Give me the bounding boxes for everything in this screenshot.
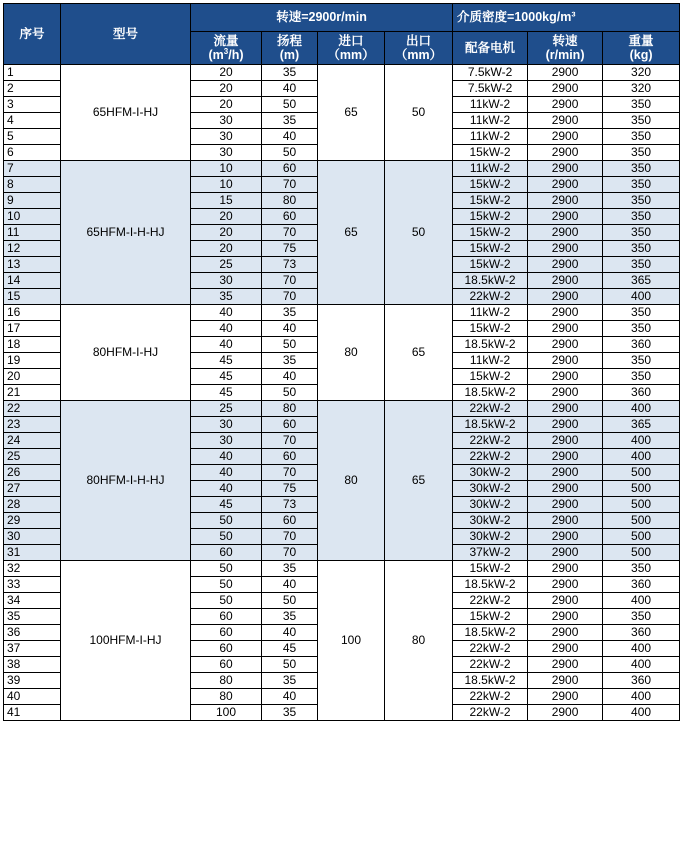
cell-seq: 17	[4, 321, 61, 337]
cell-seq: 8	[4, 177, 61, 193]
cell-seq: 23	[4, 417, 61, 433]
cell-flow: 50	[191, 561, 262, 577]
cell-outlet: 80	[385, 561, 453, 721]
cell-head: 35	[262, 673, 318, 689]
header-speed	[528, 32, 603, 65]
cell-speed: 2900	[528, 353, 603, 369]
cell-outlet: 50	[385, 161, 453, 305]
cell-speed: 2900	[528, 321, 603, 337]
cell-inlet: 80	[318, 305, 385, 401]
cell-flow: 45	[191, 353, 262, 369]
cell-speed: 2900	[528, 273, 603, 289]
cell-seq: 21	[4, 385, 61, 401]
cell-weight: 500	[603, 465, 680, 481]
header-condition-density: 介质密度=1000kg/m³	[453, 4, 680, 32]
cell-flow: 30	[191, 273, 262, 289]
cell-flow: 20	[191, 241, 262, 257]
cell-flow: 20	[191, 65, 262, 81]
cell-flow: 10	[191, 177, 262, 193]
cell-flow: 45	[191, 369, 262, 385]
cell-model: 80HFM-I-H-HJ	[61, 401, 191, 561]
cell-speed: 2900	[528, 705, 603, 721]
cell-seq: 9	[4, 193, 61, 209]
cell-flow: 40	[191, 481, 262, 497]
cell-flow: 20	[191, 225, 262, 241]
table-header	[4, 4, 680, 65]
header-speed-unit: (r/min)	[545, 48, 585, 62]
header-inlet-unit: （mm）	[327, 48, 375, 62]
cell-speed: 2900	[528, 81, 603, 97]
cell-head: 70	[262, 289, 318, 305]
cell-seq: 2	[4, 81, 61, 97]
cell-seq: 1	[4, 65, 61, 81]
cell-motor: 22kW-2	[453, 657, 528, 673]
cell-speed: 2900	[528, 625, 603, 641]
cell-seq: 11	[4, 225, 61, 241]
cell-motor: 22kW-2	[453, 449, 528, 465]
cell-speed: 2900	[528, 513, 603, 529]
cell-head: 35	[262, 609, 318, 625]
cell-weight: 360	[603, 337, 680, 353]
cell-head: 73	[262, 497, 318, 513]
cell-head: 40	[262, 81, 318, 97]
cell-speed: 2900	[528, 433, 603, 449]
cell-speed: 2900	[528, 577, 603, 593]
cell-speed: 2900	[528, 641, 603, 657]
cell-speed: 2900	[528, 193, 603, 209]
cell-weight: 360	[603, 625, 680, 641]
cell-head: 60	[262, 449, 318, 465]
cell-seq: 32	[4, 561, 61, 577]
cell-weight: 500	[603, 481, 680, 497]
cell-motor: 18.5kW-2	[453, 337, 528, 353]
cell-seq: 10	[4, 209, 61, 225]
cell-seq: 38	[4, 657, 61, 673]
cell-flow: 80	[191, 673, 262, 689]
cell-head: 60	[262, 513, 318, 529]
cell-weight: 350	[603, 161, 680, 177]
cell-weight: 500	[603, 529, 680, 545]
header-flow-label: 流量	[213, 34, 239, 48]
cell-inlet: 80	[318, 401, 385, 561]
cell-weight: 365	[603, 417, 680, 433]
cell-seq: 7	[4, 161, 61, 177]
cell-weight: 350	[603, 129, 680, 145]
header-flow-unit: $(m^3/h)$	[208, 46, 244, 62]
cell-seq: 14	[4, 273, 61, 289]
cell-seq: 28	[4, 497, 61, 513]
cell-motor: 15kW-2	[453, 145, 528, 161]
cell-motor: 15kW-2	[453, 609, 528, 625]
cell-flow: 10	[191, 161, 262, 177]
header-seq: 序号	[4, 4, 61, 65]
cell-weight: 350	[603, 209, 680, 225]
cell-motor: 22kW-2	[453, 593, 528, 609]
cell-head: 40	[262, 369, 318, 385]
cell-motor: 15kW-2	[453, 561, 528, 577]
cell-motor: 22kW-2	[453, 289, 528, 305]
cell-seq: 13	[4, 257, 61, 273]
cell-inlet: 100	[318, 561, 385, 721]
cell-seq: 26	[4, 465, 61, 481]
cell-weight: 350	[603, 145, 680, 161]
cell-head: 60	[262, 417, 318, 433]
cell-head: 70	[262, 529, 318, 545]
cell-weight: 400	[603, 705, 680, 721]
cell-weight: 350	[603, 369, 680, 385]
cell-seq: 15	[4, 289, 61, 305]
cell-weight: 350	[603, 97, 680, 113]
cell-flow: 45	[191, 385, 262, 401]
cell-speed: 2900	[528, 417, 603, 433]
cell-motor: 30kW-2	[453, 497, 528, 513]
cell-weight: 350	[603, 305, 680, 321]
cell-weight: 400	[603, 433, 680, 449]
cell-speed: 2900	[528, 657, 603, 673]
cell-weight: 400	[603, 593, 680, 609]
header-row-conditions	[4, 4, 680, 32]
cell-flow: 20	[191, 209, 262, 225]
cell-motor: 18.5kW-2	[453, 385, 528, 401]
cell-flow: 15	[191, 193, 262, 209]
cell-flow: 25	[191, 401, 262, 417]
cell-weight: 350	[603, 225, 680, 241]
cell-motor: 18.5kW-2	[453, 577, 528, 593]
cell-weight: 500	[603, 513, 680, 529]
cell-outlet: 50	[385, 65, 453, 161]
cell-weight: 350	[603, 609, 680, 625]
cell-weight: 400	[603, 401, 680, 417]
cell-flow: 40	[191, 305, 262, 321]
table-row	[4, 305, 680, 321]
cell-flow: 50	[191, 593, 262, 609]
cell-speed: 2900	[528, 97, 603, 113]
cell-motor: 11kW-2	[453, 161, 528, 177]
cell-speed: 2900	[528, 161, 603, 177]
cell-seq: 31	[4, 545, 61, 561]
cell-seq: 37	[4, 641, 61, 657]
cell-flow: 30	[191, 129, 262, 145]
cell-speed: 2900	[528, 465, 603, 481]
cell-flow: 30	[191, 145, 262, 161]
cell-head: 35	[262, 305, 318, 321]
cell-motor: 30kW-2	[453, 481, 528, 497]
cell-head: 75	[262, 481, 318, 497]
cell-seq: 41	[4, 705, 61, 721]
cell-motor: 18.5kW-2	[453, 273, 528, 289]
cell-seq: 5	[4, 129, 61, 145]
cell-seq: 29	[4, 513, 61, 529]
cell-motor: 22kW-2	[453, 705, 528, 721]
cell-motor: 22kW-2	[453, 433, 528, 449]
cell-seq: 35	[4, 609, 61, 625]
cell-flow: 50	[191, 577, 262, 593]
cell-flow: 100	[191, 705, 262, 721]
cell-weight: 400	[603, 641, 680, 657]
table-row	[4, 161, 680, 177]
cell-weight: 350	[603, 241, 680, 257]
cell-weight: 320	[603, 65, 680, 81]
cell-flow: 80	[191, 689, 262, 705]
cell-speed: 2900	[528, 689, 603, 705]
cell-seq: 36	[4, 625, 61, 641]
cell-weight: 350	[603, 177, 680, 193]
cell-speed: 2900	[528, 177, 603, 193]
cell-head: 35	[262, 353, 318, 369]
cell-head: 70	[262, 465, 318, 481]
header-speed-label: 转速	[552, 34, 578, 48]
cell-weight: 360	[603, 673, 680, 689]
header-head	[262, 32, 318, 65]
header-weight-unit: (kg)	[629, 48, 653, 62]
cell-head: 40	[262, 577, 318, 593]
cell-speed: 2900	[528, 449, 603, 465]
cell-flow: 30	[191, 433, 262, 449]
cell-head: 70	[262, 433, 318, 449]
cell-motor: 11kW-2	[453, 305, 528, 321]
cell-motor: 7.5kW-2	[453, 81, 528, 97]
cell-motor: 22kW-2	[453, 401, 528, 417]
cell-speed: 2900	[528, 481, 603, 497]
header-outlet-unit: （mm）	[394, 48, 443, 62]
cell-seq: 39	[4, 673, 61, 689]
header-weight-label: 重量	[628, 34, 654, 48]
header-head-label: 扬程	[276, 34, 302, 48]
cell-weight: 400	[603, 449, 680, 465]
pump-spec-table	[3, 3, 680, 721]
cell-weight: 350	[603, 561, 680, 577]
cell-head: 50	[262, 385, 318, 401]
cell-weight: 500	[603, 545, 680, 561]
cell-head: 70	[262, 273, 318, 289]
cell-motor: 37kW-2	[453, 545, 528, 561]
cell-speed: 2900	[528, 529, 603, 545]
cell-model: 100HFM-I-HJ	[61, 561, 191, 721]
cell-model: 65HFM-I-HJ	[61, 65, 191, 161]
cell-motor: 18.5kW-2	[453, 625, 528, 641]
cell-speed: 2900	[528, 385, 603, 401]
cell-speed: 2900	[528, 561, 603, 577]
cell-head: 35	[262, 705, 318, 721]
cell-speed: 2900	[528, 65, 603, 81]
cell-weight: 360	[603, 385, 680, 401]
cell-speed: 2900	[528, 337, 603, 353]
cell-motor: 30kW-2	[453, 529, 528, 545]
cell-seq: 40	[4, 689, 61, 705]
header-outlet-label: 出口	[406, 34, 432, 48]
cell-motor: 30kW-2	[453, 513, 528, 529]
cell-speed: 2900	[528, 369, 603, 385]
cell-head: 80	[262, 193, 318, 209]
cell-head: 50	[262, 593, 318, 609]
cell-motor: 7.5kW-2	[453, 65, 528, 81]
cell-seq: 34	[4, 593, 61, 609]
cell-head: 80	[262, 401, 318, 417]
cell-flow: 40	[191, 465, 262, 481]
cell-seq: 27	[4, 481, 61, 497]
cell-flow: 60	[191, 657, 262, 673]
cell-motor: 15kW-2	[453, 177, 528, 193]
cell-weight: 350	[603, 257, 680, 273]
cell-speed: 2900	[528, 401, 603, 417]
cell-weight: 500	[603, 497, 680, 513]
cell-flow: 60	[191, 545, 262, 561]
cell-speed: 2900	[528, 241, 603, 257]
cell-head: 35	[262, 561, 318, 577]
cell-flow: 30	[191, 113, 262, 129]
cell-motor: 15kW-2	[453, 209, 528, 225]
header-weight	[603, 32, 680, 65]
cell-head: 50	[262, 657, 318, 673]
header-flow	[191, 32, 262, 65]
cell-speed: 2900	[528, 257, 603, 273]
cell-head: 35	[262, 113, 318, 129]
cell-head: 70	[262, 545, 318, 561]
cell-motor: 22kW-2	[453, 641, 528, 657]
cell-outlet: 65	[385, 305, 453, 401]
cell-head: 40	[262, 129, 318, 145]
cell-motor: 22kW-2	[453, 689, 528, 705]
cell-speed: 2900	[528, 113, 603, 129]
cell-head: 60	[262, 161, 318, 177]
cell-motor: 15kW-2	[453, 257, 528, 273]
cell-seq: 33	[4, 577, 61, 593]
cell-seq: 24	[4, 433, 61, 449]
cell-inlet: 65	[318, 161, 385, 305]
header-inlet-label: 进口	[338, 34, 364, 48]
cell-head: 50	[262, 337, 318, 353]
cell-model: 80HFM-I-HJ	[61, 305, 191, 401]
cell-head: 70	[262, 177, 318, 193]
cell-speed: 2900	[528, 497, 603, 513]
cell-speed: 2900	[528, 673, 603, 689]
cell-motor: 15kW-2	[453, 225, 528, 241]
cell-speed: 2900	[528, 129, 603, 145]
header-outlet	[385, 32, 453, 65]
cell-model: 65HFM-I-H-HJ	[61, 161, 191, 305]
cell-weight: 400	[603, 689, 680, 705]
cell-flow: 25	[191, 257, 262, 273]
cell-seq: 6	[4, 145, 61, 161]
cell-head: 50	[262, 97, 318, 113]
cell-head: 75	[262, 241, 318, 257]
cell-speed: 2900	[528, 225, 603, 241]
cell-motor: 11kW-2	[453, 129, 528, 145]
cell-flow: 40	[191, 449, 262, 465]
cell-flow: 35	[191, 289, 262, 305]
cell-weight: 320	[603, 81, 680, 97]
cell-flow: 20	[191, 81, 262, 97]
cell-flow: 20	[191, 97, 262, 113]
cell-seq: 25	[4, 449, 61, 465]
cell-head: 35	[262, 65, 318, 81]
table-row	[4, 561, 680, 577]
cell-speed: 2900	[528, 545, 603, 561]
cell-weight: 360	[603, 577, 680, 593]
cell-motor: 30kW-2	[453, 465, 528, 481]
cell-head: 40	[262, 321, 318, 337]
cell-motor: 15kW-2	[453, 241, 528, 257]
cell-flow: 30	[191, 417, 262, 433]
cell-seq: 16	[4, 305, 61, 321]
cell-weight: 350	[603, 321, 680, 337]
cell-head: 50	[262, 145, 318, 161]
cell-head: 60	[262, 209, 318, 225]
cell-seq: 12	[4, 241, 61, 257]
cell-flow: 60	[191, 609, 262, 625]
cell-seq: 20	[4, 369, 61, 385]
cell-flow: 40	[191, 321, 262, 337]
cell-speed: 2900	[528, 609, 603, 625]
table-row	[4, 65, 680, 81]
cell-speed: 2900	[528, 289, 603, 305]
cell-head: 40	[262, 689, 318, 705]
cell-flow: 60	[191, 641, 262, 657]
cell-head: 40	[262, 625, 318, 641]
cell-motor: 11kW-2	[453, 113, 528, 129]
cell-weight: 350	[603, 113, 680, 129]
cell-speed: 2900	[528, 145, 603, 161]
cell-inlet: 65	[318, 65, 385, 161]
cell-speed: 2900	[528, 209, 603, 225]
cell-motor: 18.5kW-2	[453, 417, 528, 433]
cell-seq: 3	[4, 97, 61, 113]
cell-motor: 15kW-2	[453, 321, 528, 337]
cell-flow: 50	[191, 513, 262, 529]
header-model: 型号	[61, 4, 191, 65]
header-condition-speed: 转速=2900r/min	[191, 4, 453, 32]
cell-motor: 15kW-2	[453, 193, 528, 209]
cell-motor: 11kW-2	[453, 353, 528, 369]
cell-head: 73	[262, 257, 318, 273]
cell-seq: 19	[4, 353, 61, 369]
header-head-unit: (m)	[279, 48, 300, 62]
cell-weight: 400	[603, 289, 680, 305]
header-motor: 配备电机	[453, 32, 528, 65]
header-inlet	[318, 32, 385, 65]
cell-head: 70	[262, 225, 318, 241]
cell-weight: 350	[603, 193, 680, 209]
cell-flow: 45	[191, 497, 262, 513]
cell-outlet: 65	[385, 401, 453, 561]
cell-seq: 30	[4, 529, 61, 545]
cell-speed: 2900	[528, 305, 603, 321]
cell-seq: 18	[4, 337, 61, 353]
cell-motor: 18.5kW-2	[453, 673, 528, 689]
table-body	[4, 65, 680, 721]
cell-seq: 22	[4, 401, 61, 417]
table-row	[4, 401, 680, 417]
cell-flow: 50	[191, 529, 262, 545]
cell-flow: 40	[191, 337, 262, 353]
cell-motor: 15kW-2	[453, 369, 528, 385]
cell-motor: 11kW-2	[453, 97, 528, 113]
cell-speed: 2900	[528, 593, 603, 609]
cell-flow: 60	[191, 625, 262, 641]
cell-weight: 350	[603, 353, 680, 369]
cell-seq: 4	[4, 113, 61, 129]
cell-weight: 365	[603, 273, 680, 289]
cell-weight: 400	[603, 657, 680, 673]
cell-head: 45	[262, 641, 318, 657]
